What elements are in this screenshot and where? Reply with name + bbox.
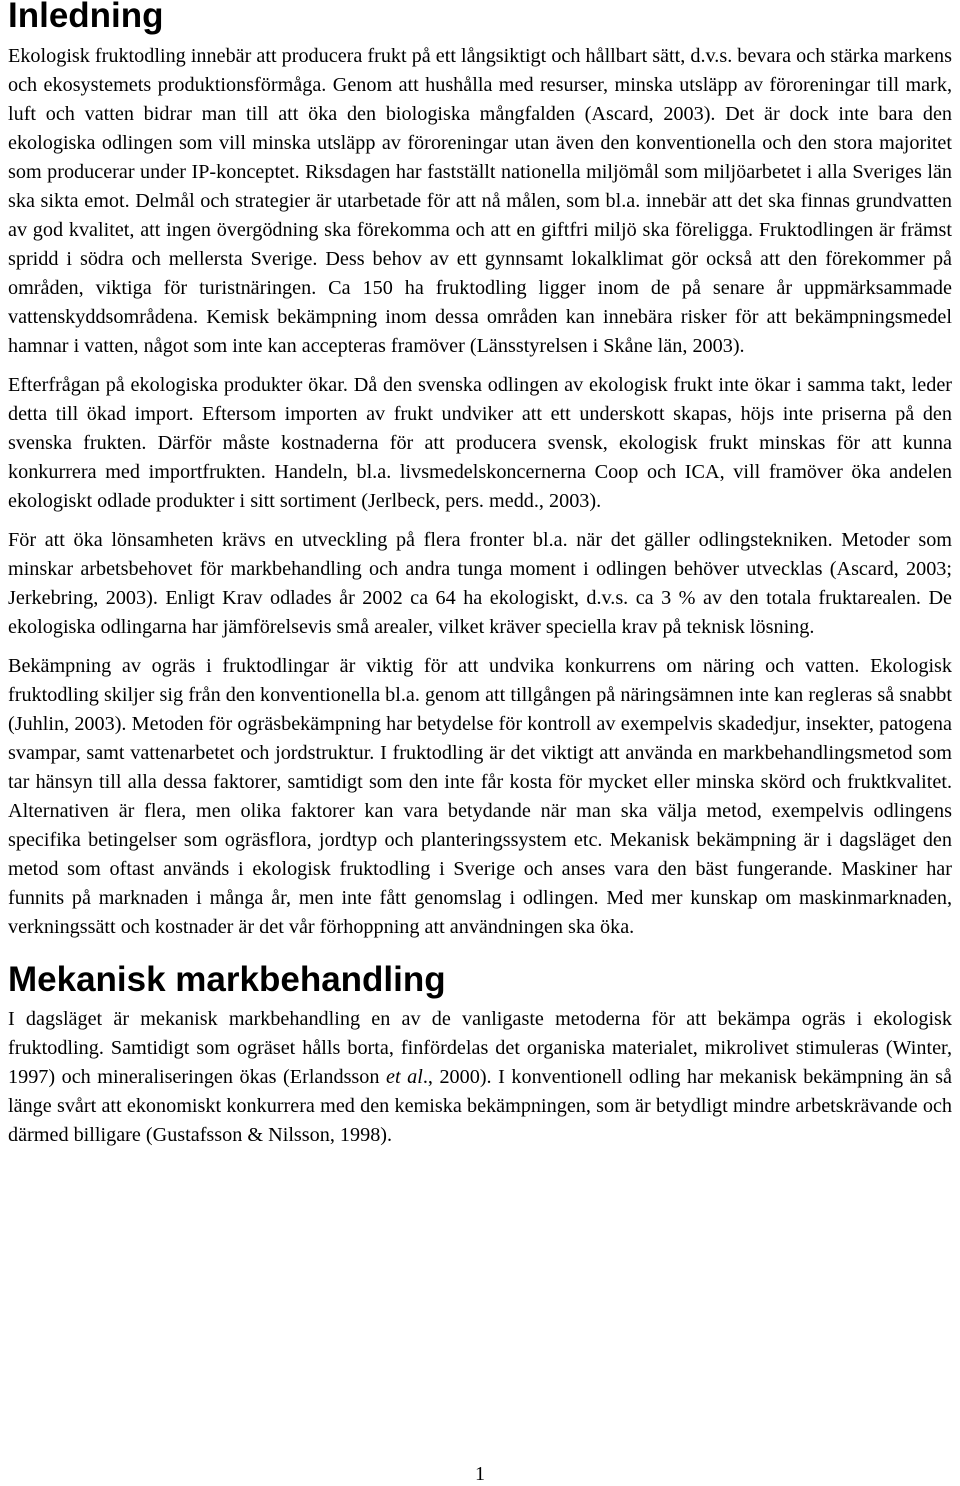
paragraph-1-intro: Ekologisk fruktodling innebär att producera frukt på ett långsiktigt och hållbart sätt, d.v.s. bevara och stärka markens och ekosystemets produktionsförmåga. Genom att hushålla med resurser, minska utsläpp av föroreningar till mark, luft och vatten bidrar man till att öka den biologiska mångfalden (Ascard, 2003). xyxy=(8,45,952,125)
paragraph-1 xyxy=(8,42,952,361)
paragraph-1-body: Det är dock inte bara den ekologiska odlingen som vill minska utsläpp av föroreningar utan även den konventionella och den stora majoritet som producerar under IP-konceptet. Riksdagen har fastställt nationella miljömål som miljöarbetet i alla Sveriges län ska sikta emot. Delmål och strategier är utarbetade för att nå målen, som bl.a. innebär att det ska finnas grundvatten av god kvalitet, att ingen övergödning ska förekomma och att en giftfri miljö ska föreligga. Fruktodlingen är främst spridd i södra och mellersta Sverige. Dess behov av ett gynnsamt lokalklimat gör också att den förekommer på områden, viktiga för turistnäringen. Ca 150 ha fruktodling ligger inom de på senare år uppmärksammade vattenskyddsområdena. Kemisk bekämpning inom dessa områden kan innebära risker för att bekämpningsmedel hamnar i vatten, något som inte kan accepteras framöver (Länsstyrelsen i Skåne län, 2003). xyxy=(8,103,952,357)
page-number: 1 xyxy=(475,1463,485,1485)
paragraph-5-start: I dagsläget är mekanisk markbehandling en av de vanligaste metoderna för att bekämpa ogräs i ekologisk fruktodling. Samtidigt som ogräset hålls borta, finfördelas det organiska materialet, mikrolivet stimuleras (Winter, 1997) och mineraliseringen ökas (Erlandsson xyxy=(8,1008,952,1088)
paragraph-3: För att öka lönsamheten krävs en utveckling på flera fronter bl.a. när det gäller odlingstekniken. Metoder som minskar arbetsbehovet för markbehandling och andra tunga moment i odlingen behöver utvecklas (Ascard, 2003; Jerkebring, 2003). Enligt Krav odlades år 2002 ca 64 ha ekologiskt, d.v.s. ca 3 % av den totala fruktarealen. De ekologiska odlingarna har jämförelsevis små arealer, vilket kräver speciella krav på teknisk lösning. xyxy=(8,529,952,638)
document-page xyxy=(8,0,952,1160)
paragraph-4: Bekämpning av ogräs i fruktodlingar är viktig för att undvika konkurrens om näring och vatten. Ekologisk fruktodling skiljer sig från den konventionella bl.a. genom att tillgången på näringsämnen inte kan regleras så snabbt (Juhlin, 2003). Metoden för ogräsbekämpning har betydelse för kontroll av exempelvis skadedjur, insekter, patogena svampar, samt vattenarbetet och jordstruktur. I fruktodling är det viktigt att använda en markbehandlingsmetod som tar hänsyn till alla dessa faktorer, samtidigt som den inte får kosta för mycket eller minska skörd och fruktkvalitet. Alternativen är flera, men olika faktorer kan vara betydande när man ska välja metod, exempelvis odlingens specifika betingelser som ogräsflora, jordtyp och planteringssystem etc. Mekanisk bekämpning är i dagsläget den metod som oftast används i ekologisk fruktodling i Sverige och anses vara den bäst fungerande. Maskiner har funnits på marknaden i många år, men inte fått genomslag i odlingen. Med mer kunskap om maskinmarknaden, verkningssätt och kostnader är det vår förhoppning att användningen ska öka. xyxy=(8,655,952,938)
paragraph-5-italic: et al xyxy=(386,1066,423,1088)
paragraph-2: Efterfrågan på ekologiska produkter ökar. Då den svenska odlingen av ekologisk frukt inte ökar i samma takt, leder detta till ökad import. Eftersom importen av frukt undviker att ett underskott skapas, höjs inte priserna på den svenska frukten. Därför måste kostnaderna för att producera svensk, ekologisk frukt minskas för att kunna konkurrera med importfrukten. Handeln, bl.a. livsmedelskoncernerna Coop och ICA, vill framöver öka andelen ekologiskt odlade produkter i sitt sortiment (Jerlbeck, pers. medd., 2003). xyxy=(8,374,952,512)
paragraph-5 xyxy=(8,1005,952,1150)
heading-mekanisk-markbehandling: Mekanisk markbehandling xyxy=(8,960,446,999)
heading-inledning: Inledning xyxy=(8,0,164,35)
paragraph-5-end: ., 2000). I konventionell odling har mekanisk bekämpning än så länge svårt att ekonomiskt konkurrera med den kemiska bekämpningen, som är betydligt mindre arbetskrävande och därmed billigare (Gustafsson & Nilsson, 1998). xyxy=(8,1066,953,1146)
